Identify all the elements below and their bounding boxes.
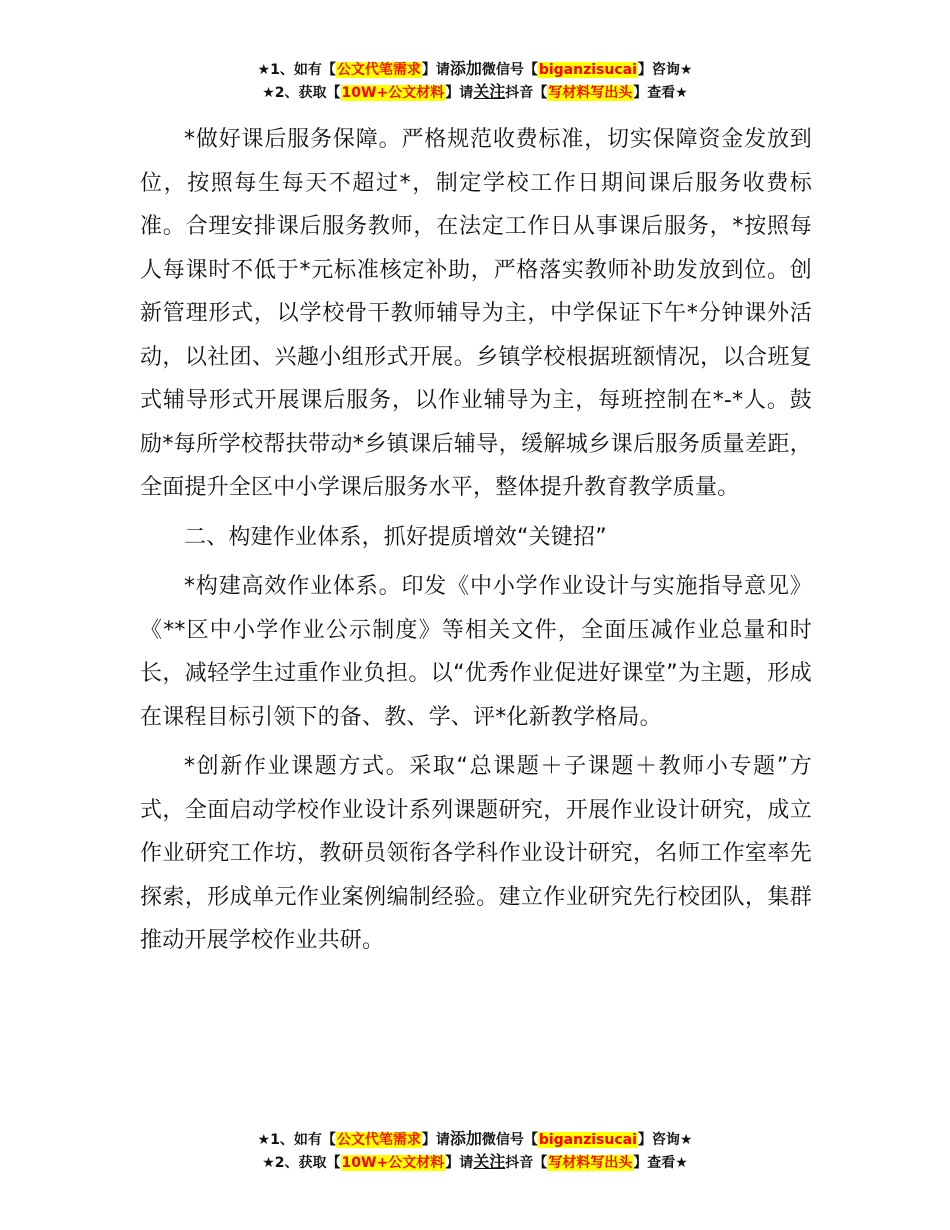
- highlight-douyin: 写材料写出头: [548, 85, 633, 101]
- document-body: [140, 118, 812, 963]
- bracket: 【: [523, 62, 538, 78]
- bracket: 】: [421, 1132, 436, 1148]
- highlight-service: 公文代笔需求: [336, 1132, 421, 1148]
- banner-text: ★1、如有: [257, 1132, 322, 1148]
- bracket: 【: [326, 85, 341, 101]
- bracket: 【: [321, 1132, 336, 1148]
- paragraph-homework-system: *构建高效作业体系。印发《中小学作业设计与实施指导意见》《**区中小学作业公示制度》等相关文件，全面压减作业总量和时长，减轻学生过重作业负担。以“优秀作业促进好课堂”为主题，形成在课程目标引领下的备、教、学、评*化新教学格局。: [140, 574, 812, 730]
- bracket: 】: [445, 85, 460, 101]
- banner-emphasis: 添加: [449, 1129, 482, 1148]
- banner-text: 抖音: [505, 85, 534, 101]
- banner-text: 微信号: [481, 1132, 524, 1148]
- banner-text: 请: [459, 1155, 474, 1171]
- banner-line-1: [0, 1128, 950, 1151]
- bracket: 】: [637, 1132, 652, 1148]
- banner-text: 咨询★: [651, 1132, 693, 1148]
- bracket: 【: [326, 1155, 341, 1171]
- footer-banner: [0, 1128, 950, 1174]
- bracket: 【: [533, 85, 548, 101]
- banner-emphasis: 关注: [473, 1152, 506, 1171]
- banner-text: ★2、获取: [262, 1155, 327, 1171]
- banner-line-2: [0, 1151, 950, 1174]
- banner-line-1: [0, 58, 950, 81]
- banner-text: 咨询★: [651, 62, 693, 78]
- banner-text: ★1、如有: [257, 62, 322, 78]
- banner-emphasis: 关注: [473, 82, 506, 101]
- banner-text: 请: [435, 1132, 450, 1148]
- highlight-materials: 10W+公文材料: [341, 1155, 445, 1171]
- paragraph-service-guarantee: *做好课后服务保障。严格规范收费标准，切实保障资金发放到位，按照每生每天不超过*，制定学校工作日期间课后服务收费标准。合理安排课后服务教师，在法定工作日从事课后服务，*按照每人每课时不低于*元标准核定补助，严格落实教师补助发放到位。创新管理形式，以学校骨干教师辅导为主，中学保证下午*分钟课外活动，以社团、兴趣小组形式开展。乡镇学校根据班额情况，以合班复式辅导形式开展课后服务，以作业辅导为主，每班控制在*-*人。鼓励*每所学校帮扶带动*乡镇课后辅导，缓解城乡课后服务质量差距，全面提升全区中小学课后服务水平，整体提升教育教学质量。: [140, 127, 812, 500]
- bracket: 】: [637, 62, 652, 78]
- bracket: 】: [445, 1155, 460, 1171]
- highlight-wechat-id: biganzisucai: [538, 62, 637, 78]
- banner-text: 查看★: [647, 1155, 688, 1171]
- bracket: 【: [321, 62, 336, 78]
- header-banner: [0, 58, 950, 104]
- banner-text: 查看★: [647, 85, 688, 101]
- bracket: 【: [533, 1155, 548, 1171]
- highlight-service: 公文代笔需求: [336, 62, 421, 78]
- paragraph-homework-research: *创新作业课题方式。采取“总课题＋子课题＋教师小专题”方式，全面启动学校作业设计系列课题研究，开展作业设计研究，成立作业研究工作坊，教研员领衔各学科作业设计研究，名师工作室率先探索，形成单元作业案例编制经验。建立作业研究先行校团队，集群推动开展学校作业共研。: [140, 754, 812, 953]
- highlight-materials: 10W+公文材料: [341, 85, 445, 101]
- banner-text: 请: [459, 85, 474, 101]
- highlight-douyin: 写材料写出头: [548, 1155, 633, 1171]
- bracket: 】: [633, 1155, 648, 1171]
- section-heading-homework: 二、构建作业体系，抓好提质增效“关键招”: [184, 524, 607, 550]
- banner-text: 抖音: [505, 1155, 534, 1171]
- banner-text: 请: [435, 62, 450, 78]
- bracket: 【: [523, 1132, 538, 1148]
- banner-emphasis: 添加: [449, 59, 482, 78]
- bracket: 】: [421, 62, 436, 78]
- banner-text: 微信号: [481, 62, 524, 78]
- bracket: 】: [633, 85, 648, 101]
- highlight-wechat-id: biganzisucai: [538, 1132, 637, 1148]
- banner-text: ★2、获取: [262, 85, 327, 101]
- banner-line-2: [0, 81, 950, 104]
